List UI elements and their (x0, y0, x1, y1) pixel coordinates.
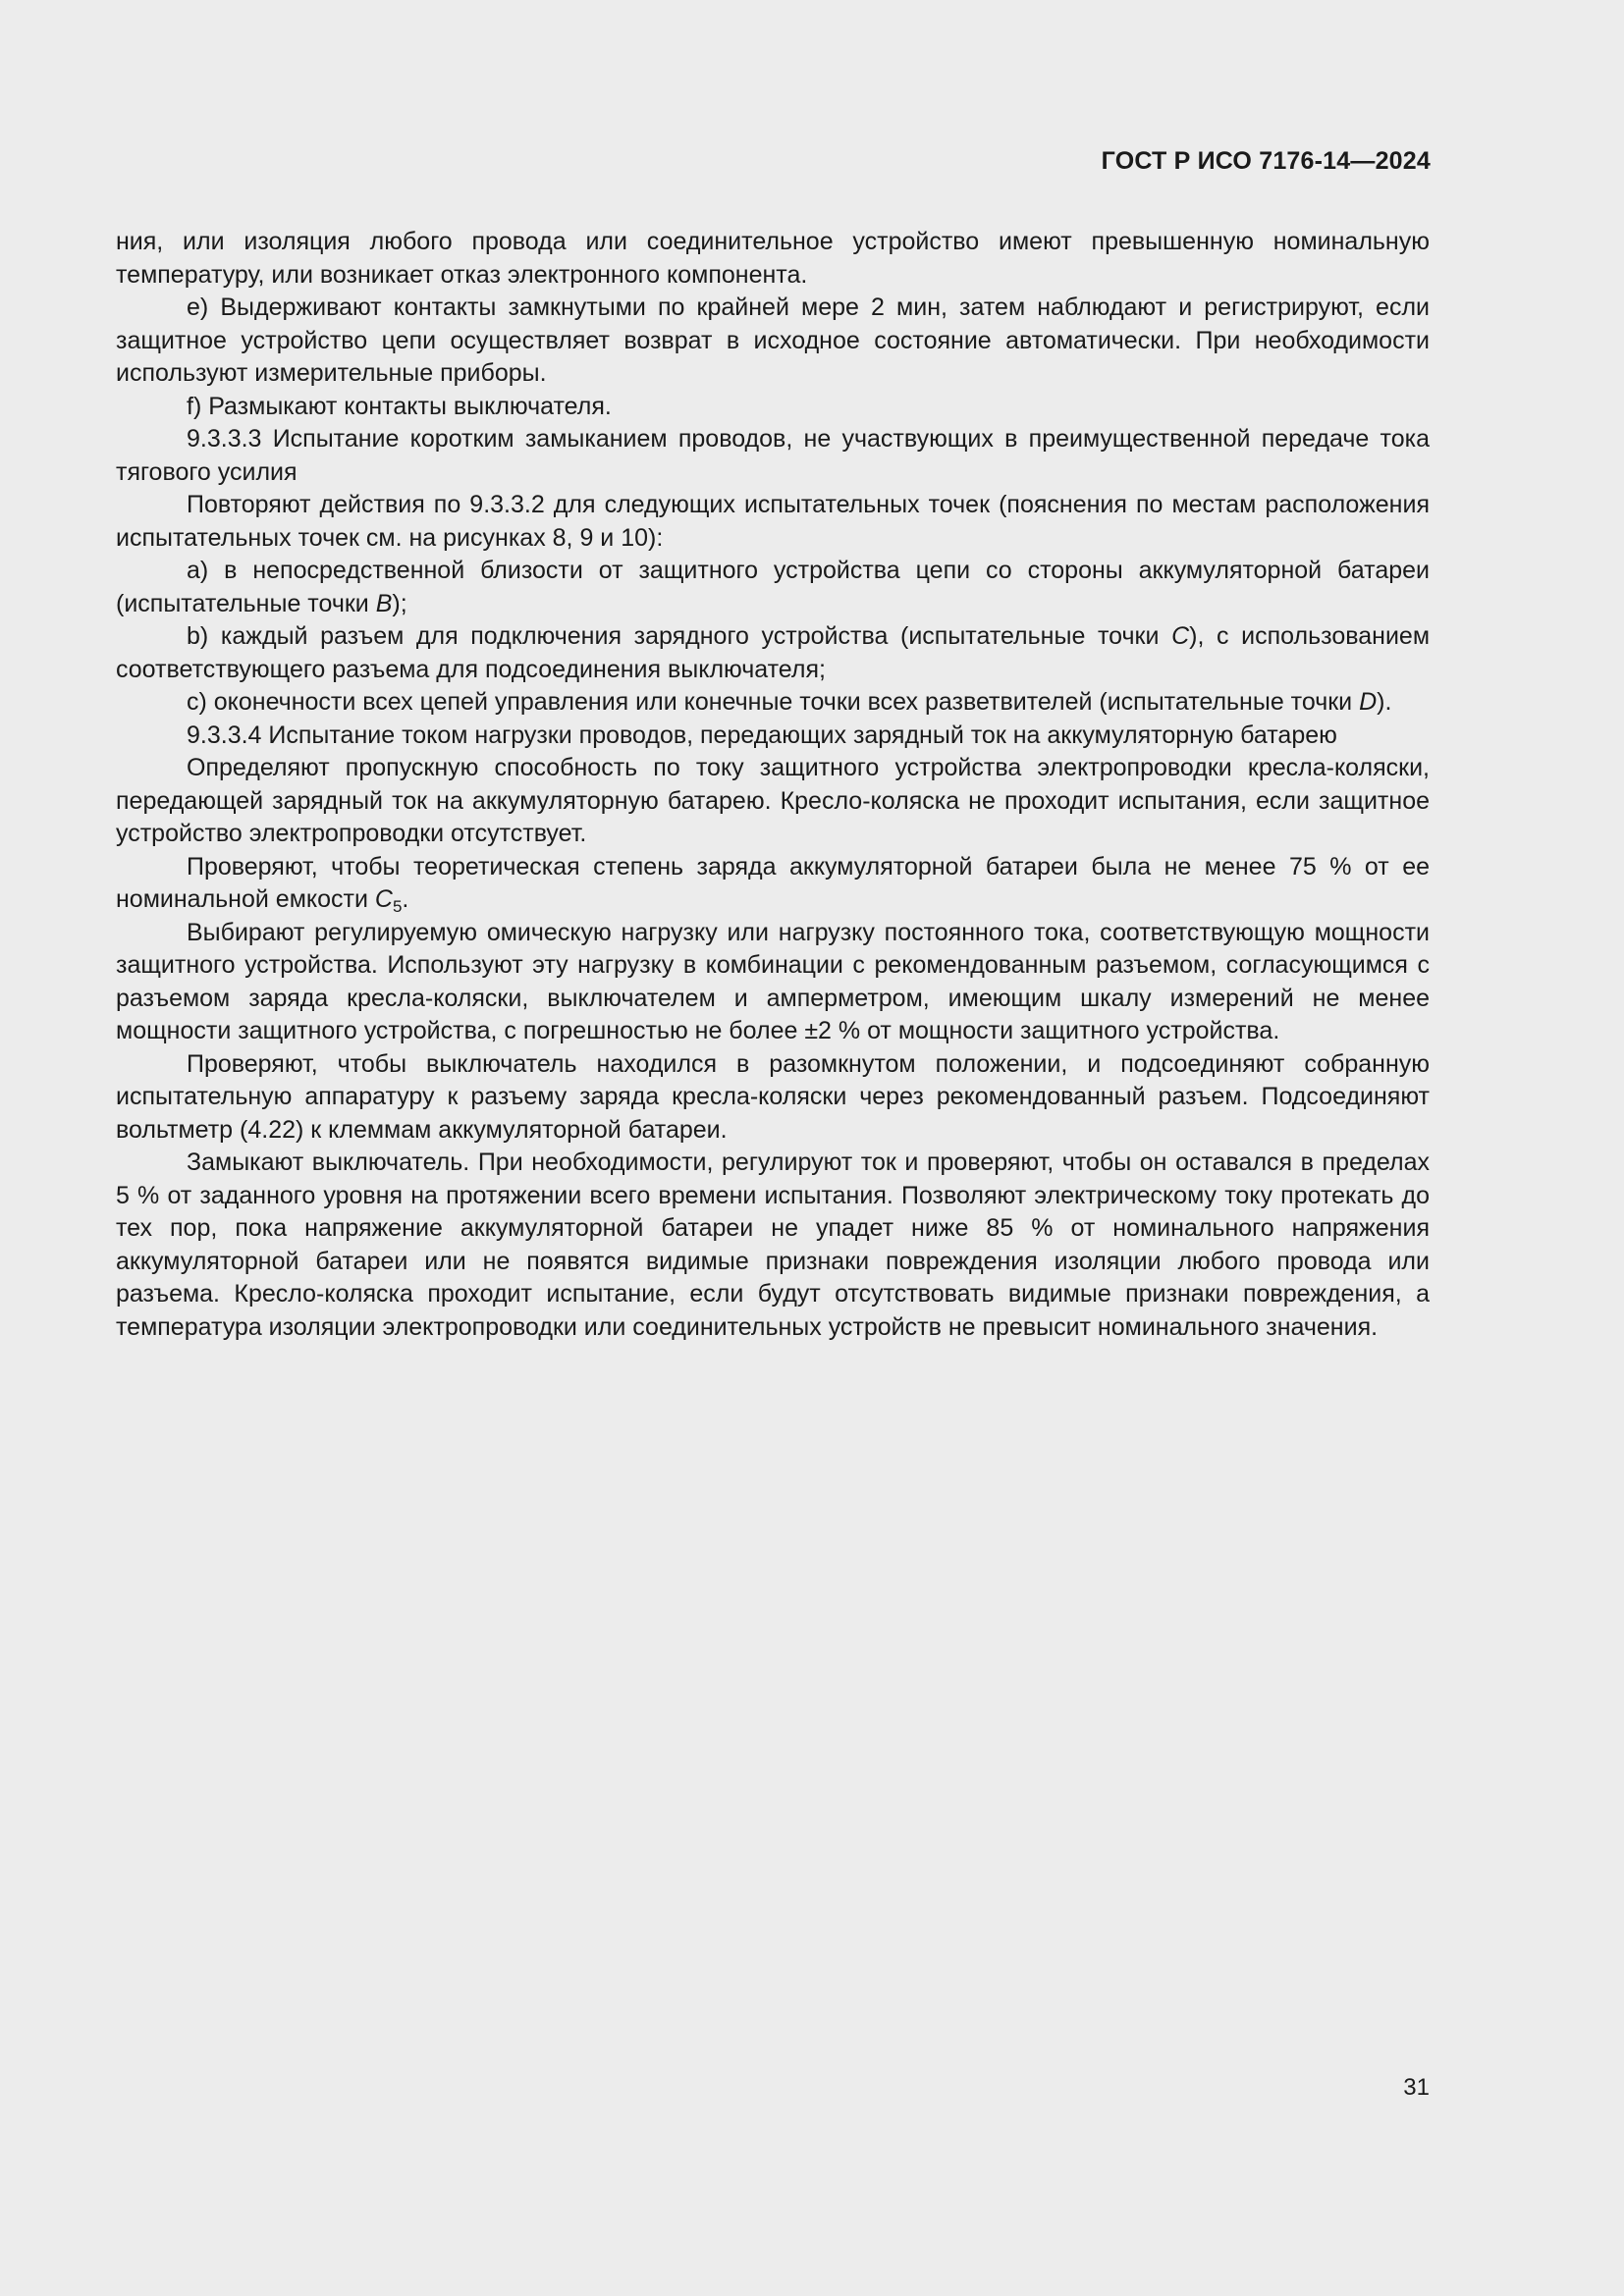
item-a-text: a) в непосредственной близости от защитного устройства цепи со стороны аккумуляторной батареи (испытательные точки (116, 557, 1430, 617)
page-number: 31 (1403, 2074, 1430, 2101)
paragraph-item-b (116, 620, 1430, 686)
item-c-text: c) оконечности всех цепей управления или конечные точки всех разветвителей (испытательные точки (187, 688, 1360, 716)
item-b-text: b) каждый разъем для подключения зарядного устройства (испытательные точки (187, 622, 1172, 650)
paragraph-repeat-actions: Повторяют действия по 9.3.3.2 для следующих испытательных точек (пояснения по местам расположения испытательных точек см. на рисунках 8, 9 и 10): (116, 491, 1430, 552)
capacity-subscript: 5 (392, 897, 403, 916)
paragraph-charge-level (116, 851, 1430, 917)
body-text (116, 226, 1430, 1344)
charge-level-text: Проверяют, чтобы теоретическая степень заряда аккумуляторной батареи была не менее 75 % от ее номинальной емкости (116, 852, 1430, 913)
charge-level-end: . (402, 885, 409, 913)
section-heading-9-3-3-3: 9.3.3.3 Испытание коротким замыканием проводов, не участвующих в преимущественной передаче тока тягового усилия (116, 425, 1430, 486)
section-heading-9-3-3-4: 9.3.3.4 Испытание током нагрузки проводов, передающих зарядный ток на аккумуляторную батарею (187, 721, 1337, 749)
paragraph-capacity: Определяют пропускную способность по току защитного устройства электропроводки кресла-коляски, передающей зарядный ток на аккумуляторную батарею. Кресло-коляска не проходит испытания, если защитное устройство электропроводки отсутствует. (116, 754, 1430, 847)
paragraph-item-c (116, 686, 1430, 720)
paragraph-continuation: ния, или изоляция любого провода или соединительное устройство имеют превышенную номинальную температуру, или возникает отказ электронного компонента. (116, 228, 1430, 289)
paragraph-switch-check: Проверяют, чтобы выключатель находился в разомкнутом положении, и подсоединяют собранную испытательную аппаратуру к разъему заряда кресла-коляски через рекомендованный разъем. Подсоединяют вольтметр (4.22) к клеммам аккумуляторной батареи. (116, 1049, 1430, 1144)
item-c-end: ). (1377, 688, 1392, 716)
paragraph-item-a (116, 555, 1430, 620)
paragraph-item-f: f) Размыкают контакты выключателя. (187, 392, 612, 420)
test-point-d: D (1359, 688, 1378, 716)
paragraph-item-e: е) Выдерживают контакты замкнутыми по крайней мере 2 мин, затем наблюдают и регистрируют, если защитное устройство цепи осуществляет возврат в исходное состояние автоматически. При необходимости используют измерительные приборы. (116, 294, 1430, 387)
test-point-c: C (1171, 622, 1190, 650)
document-code-header: ГОСТ Р ИСО 7176-14—2024 (1101, 147, 1431, 175)
test-point-b: B (375, 589, 393, 617)
paragraph-close-switch: Замыкают выключатель. При необходимости, регулируют ток и проверяют, чтобы он оставался в пределах 5 % от заданного уровня на протяжении всего времени испытания. Позволяют электрическому току протекать до тех пор, пока напряжение аккумуляторной батареи не упадет ниже 85 % от номинального напряжения аккумуляторной батареи или не появятся видимые признаки повреждения изоляции любого провода или разъема. Кресло-коляска проходит испытание, если будут отсутствовать видимые признаки повреждения, а температура изоляции электропроводки или соединительных устройств не превысит номинального значения. (116, 1148, 1430, 1341)
capacity-symbol: C (374, 885, 393, 913)
item-b-end: ), с использованием соответствующего разъема для подсоединения выключателя; (116, 622, 1431, 683)
item-a-end: ); (392, 589, 407, 617)
paragraph-load-selection: Выбирают регулируемую омическую нагрузку или нагрузку постоянного тока, соответствующую мощности защитного устройства. Используют эту нагрузку в комбинации с рекомендованным разъемом, согласующимся с разъемом заряда кресла-коляски, выключателем и амперметром, имеющим шкалу измерений не менее мощности защитного устройства, с погрешностью не более ±2 % от мощности защитного устройства. (116, 918, 1430, 1044)
